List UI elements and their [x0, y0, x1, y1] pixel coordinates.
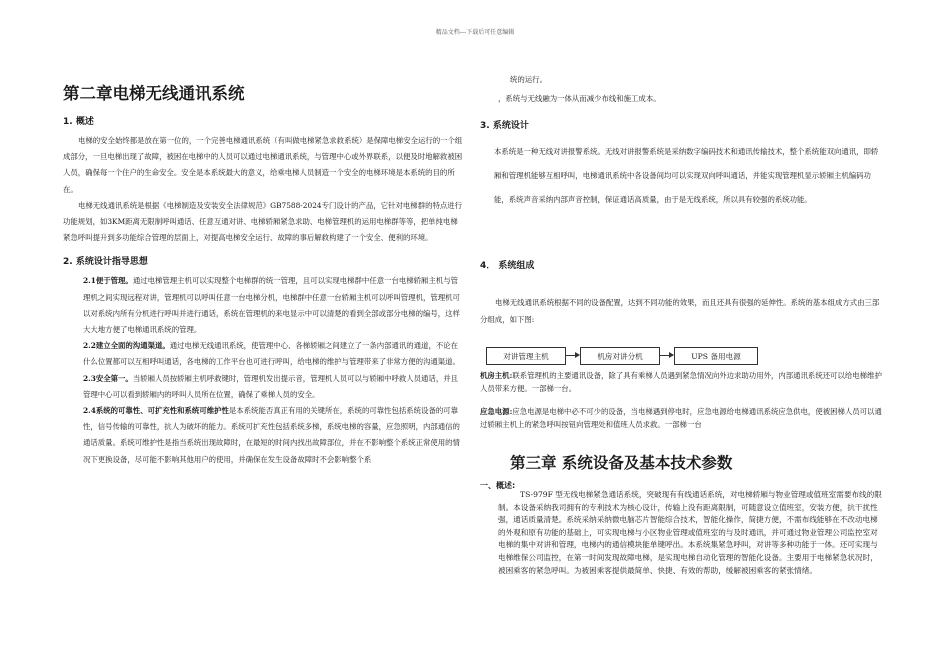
section-3-body	[494, 140, 882, 212]
section-2-body	[63, 273, 463, 467]
section-3-title: 3. 系统设计	[480, 121, 529, 131]
item-2-1-text: 通过电梯管理主机可以实现整个电梯群的统一管理，且可以实现电梯群中任意一台电梯轿厢主机与管理机之间实现远程对讲，管理机可以呼叫任意一台电梯分机，电梯群中任意一台轿厢主机可以呼叫管理机，管理机可以对系统内所有分机进行呼叫并进行通话，系统在管理机的来电显示中可以清楚的看到全部或部分电梯的编号，这样大大地方便了电梯通讯系统的管理。	[83, 276, 460, 335]
chapter-3-overview-text: TS-979F 型无线电梯紧急通话系统，突破现有有线通话系统，对电梯轿厢与物业管理或值班室需要布线的限制。本设备采纳我司拥有的专利技术为核心设计，传输上没有距离限制，可随意设立值班室，安装方便，抗干扰性强，通话质量清楚。系统采纳采纳微电脑芯片智能综合技术，智能化操作，简捷方便，不需布线能够在不改动电梯的外观和原有功能的基础上，可实现电梯与小区物业管理或值班室的与及时通讯，并可通过物业管理公司监控室对电梯的集中对讲和管理，电梯内的通信模块能单键呼出。本系统集紧急呼叫，对讲等多种功能于一体。还可实现与电梯维保公司监控，在第一时间发现故障电梯，是实现电梯自动化管理的智能化设备。主要用于电梯紧急状况时，被困乘客的紧急呼叫。为被困乘客提供最简单、快捷、有效的帮助，缓解被困乘客的紧张情绪。	[498, 490, 882, 575]
diagram-box-ups: UPS 备用电源	[674, 347, 758, 365]
section-1-title: 1. 概述	[63, 117, 94, 127]
section-1-paragraph-2: 电梯无线通讯系统是根据《电梯制造及安装安全法律规范》GB7588-2024专门设计的产品，它针对电梯群的特点进行功能规划，如3KM距离无限制呼叫通话、任意互通对讲、电梯轿厢紧急求助、电梯管理机的运用电梯群等等，把单纯电梯紧急呼叫提升到多功能综合管理的层面上，对提高电梯安全运行、故障的事后解救构建了一个安全、便利的环境。	[63, 200, 463, 243]
item-2-4-heading: 2.4系统的可靠性、可扩充性和系统可维护性	[83, 406, 229, 416]
ups-text: 应急电源是电梯中必不可少的设备，当电梯遇到停电时，应急电源给电梯通讯系统应急供电，使被困梯人员可以通过轿厢主机上的紧急呼叫按钮向管理处和值班人员求救。一部梯一台	[480, 407, 882, 429]
page-header: 精品文档---下载后可任意编辑	[435, 29, 515, 36]
emergency-power-desc	[480, 405, 882, 431]
diagram-box-machine-room-extension: 机房对讲分机	[580, 347, 660, 365]
chapter-3-overview-title: 一、概述:	[480, 481, 516, 490]
item-2-4-text: 是本系统能否真正有用的关键所在，系统的可靠性包括系统设备的可靠性，信号传输的可靠性，抗人为破坏的能力。系统可扩充性包括系统多梯，系统电梯的容量，应急照明，内部通信的通话质量。系统可维护性是指当系统出现故障时，在最短的时间内找出故障部位，并在不影响整个系统正常使用的情况下更换设备，尽可能不影响其他用户的使用，并确保在发生设备故障时不会影响整个系	[83, 406, 460, 464]
machine-room-host-desc	[480, 369, 882, 395]
section-4-body	[480, 294, 882, 328]
ups-heading: 应急电源:	[480, 407, 513, 416]
section-1-paragraph-1: 电梯的安全始终都是放在第一位的，一个完善电梯通讯系统（有叫做电梯紧急求救系统）是保障电梯安全运行的一个组成部分，一旦电梯出现了故障，被困在电梯中的人员可以通过电梯通讯系统，与管理中心或外界联系，以便及时地解救被困人员，确保每一个住户的生命安全。安全是本系统最大的意义，给乘电梯人员制造一个安全的电梯环境是本系统的目的所在。	[63, 136, 463, 194]
host-heading: 机房主机:	[480, 371, 513, 380]
section-2-title: 2. 系统设计指导思想	[63, 257, 148, 268]
chapter-3-overview-body	[498, 489, 882, 577]
continued-line-1	[510, 72, 810, 88]
item-2-4	[83, 403, 463, 468]
diagram-box-management-host: 对讲管理主机	[486, 347, 566, 365]
left-column	[63, 80, 463, 468]
continued-line-2	[498, 91, 878, 107]
host-paragraph	[480, 369, 882, 395]
item-2-1	[83, 273, 463, 338]
continued-text: 统的运行。	[510, 75, 547, 84]
section-4-text: 电梯无线通讯系统根据不同的设备配置，达到不同功能的效果，而且还具有很强的延伸性。系统的基本组成方式由三部分组成，如下图:	[480, 298, 880, 324]
chapter-3-title: 第三章 系统设备及基本技术参数	[510, 454, 733, 472]
section-4-title: 4． 系统组成	[480, 261, 535, 271]
section-3-text: 本系统是一种无线对讲报警系统。无线对讲报警系统是采纳数字编码技术和通讯传输技术，整个系统能双向通讯，即轿厢和管理机能够互相呼叫，电梯通讯系统中各设备间均可以实现双向呼叫通话，并能实现管理机显示轿厢主机编码功能，系统声音采纳内部声音控制，保证通话高质量，由于是无线系统，所以具有较强的系统功能。	[494, 147, 879, 204]
host-text: 联系管理机的主要通讯设备，除了具有乘梯人员遇到紧急情况向外边求助功用外，内部通讯系统还可以给电梯维护人员带来方便。一部梯一台。	[480, 371, 882, 393]
item-2-3	[83, 371, 463, 403]
item-2-2-heading: 2.2建立全面的沟通渠道。	[83, 341, 170, 351]
diagram-arrow-1	[565, 355, 579, 356]
ups-paragraph	[480, 405, 882, 431]
item-2-2	[83, 338, 463, 370]
item-2-3-heading: 2.3安全第一。	[83, 373, 133, 383]
item-2-1-heading: 2.1便于管理。	[83, 276, 133, 286]
item-2-2-text: 通过电梯无线通讯系统，使管理中心、各梯轿厢之间建立了一条内部通讯的通道，不论在什么位置都可以互相呼叫通话，各电梯的工作平台也可进行呼叫，给电梯的维护与管理带来了非常方便的沟通渠道。	[83, 341, 460, 367]
chapter-2-title: 第二章电梯无线通讯系统	[63, 84, 245, 103]
item-2-3-text: 当轿厢人员按轿厢主机呼救键时，管理机发出提示音，管理机人员可以与轿厢中呼救人员通话，并且管理中心可以看到轿厢内的呼叫人员所在位置，确保了乘梯人员的安全。	[83, 373, 459, 399]
diagram-arrow-2	[659, 355, 673, 356]
wireless-note: ，系统与无线融为一体从而减少布线和施工成本。	[498, 94, 661, 103]
